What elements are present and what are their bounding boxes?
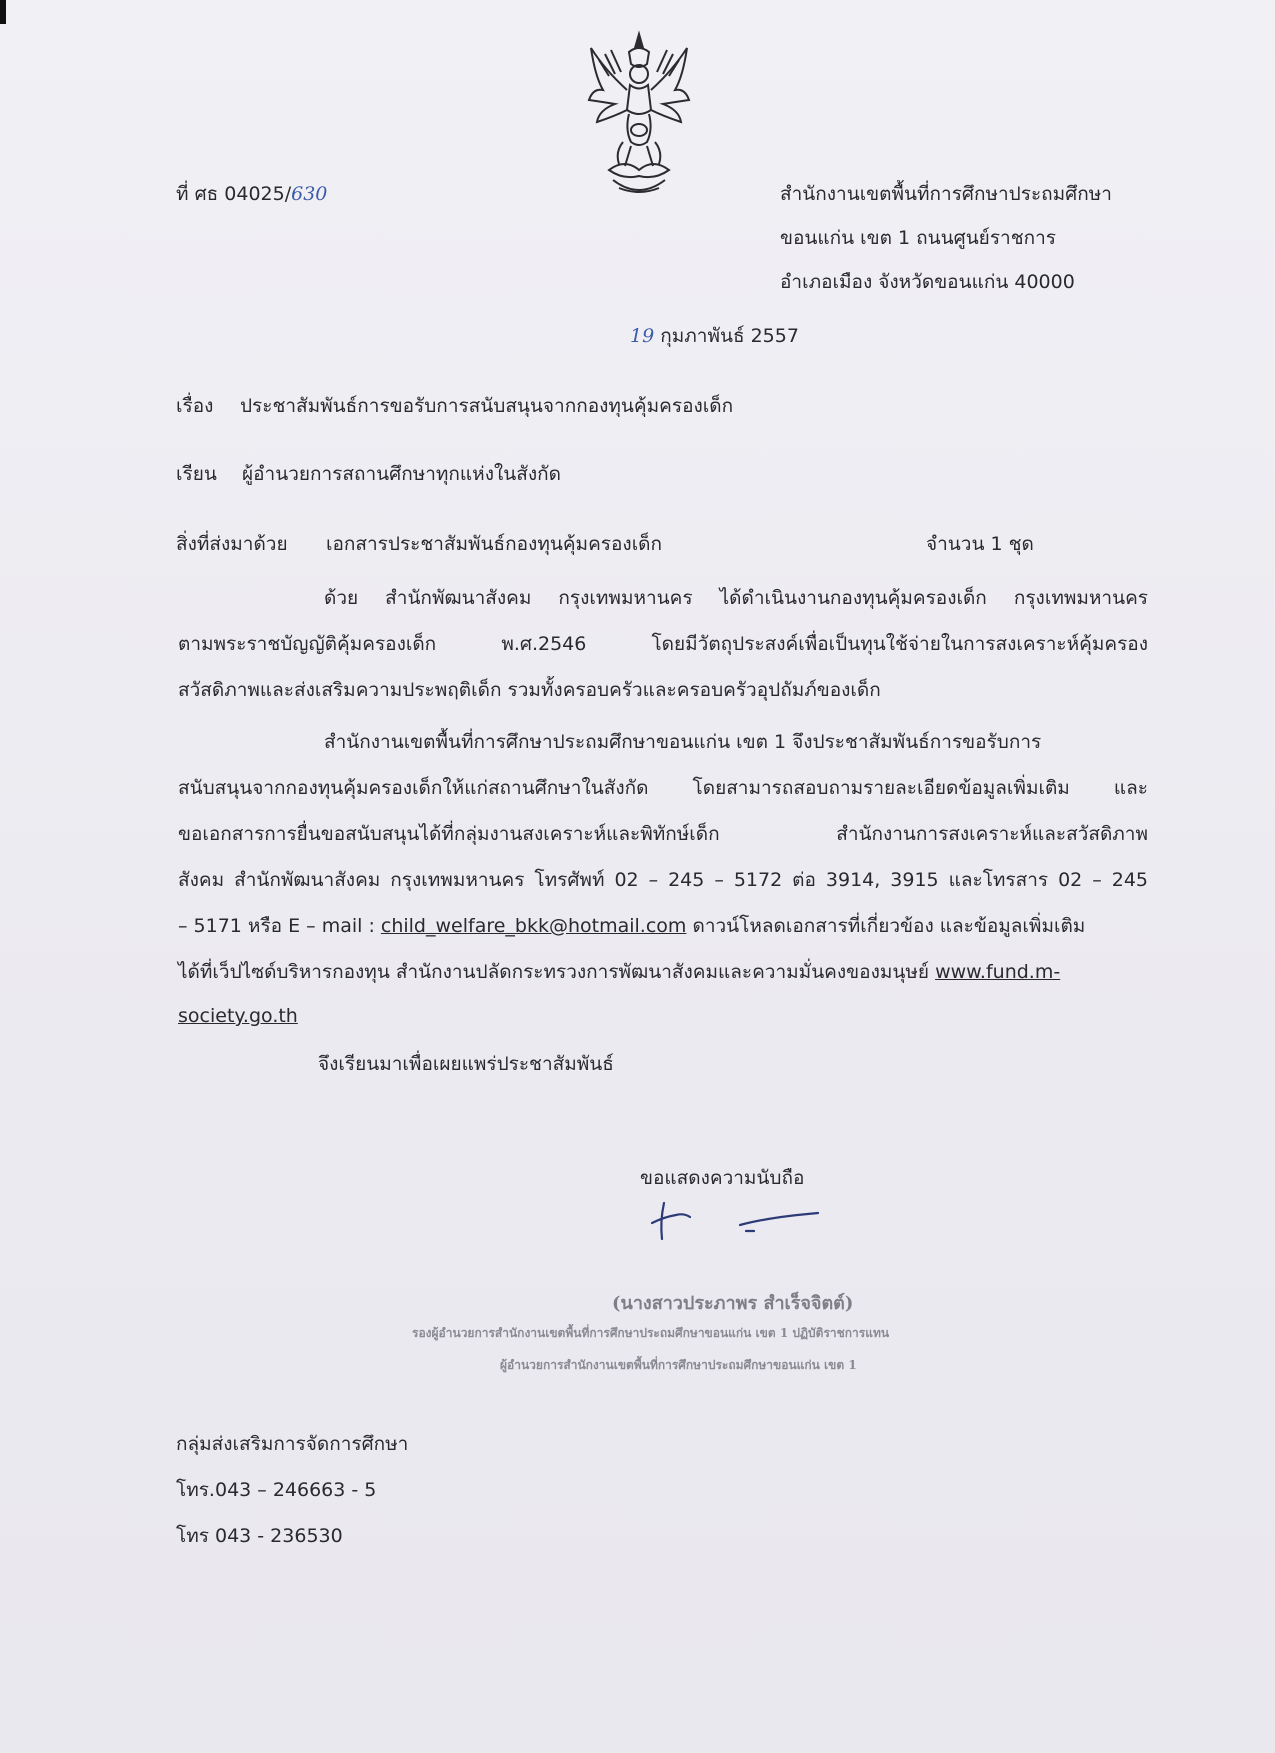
paragraph-1-line-1: ด้วย สำนักพัฒนาสังคม กรุงเทพมหานคร ได้ดำเนินงานกองทุนคุ้มครองเด็ก กรุงเทพมหานคร	[324, 587, 1148, 609]
recipient-text: ผู้อำนวยการสถานศึกษาทุกแห่งในสังกัด	[242, 463, 561, 485]
recipient-label: เรียน	[176, 463, 217, 485]
letter-date	[630, 324, 799, 348]
garuda-emblem-icon	[585, 30, 693, 200]
website-link-part-2[interactable]: society.go.th	[178, 1005, 298, 1027]
office-address-line-1: สำนักงานเขตพื้นที่การศึกษาประถมศึกษา	[780, 183, 1112, 205]
paragraph-2-line-4: สังคม สำนักพัฒนาสังคม กรุงเทพมหานคร โทรศัพท์ 02 – 245 – 5172 ต่อ 3914, 3915 และโทรสาร 02 – 245	[178, 869, 1148, 891]
paragraph-2-line-7	[178, 1004, 1148, 1028]
footer-department: กลุ่มส่งเสริมการจัดการศึกษา	[176, 1433, 409, 1455]
paragraph-2-line-3: ขอเอกสารการยื่นขอสนับสนุนได้ที่กลุ่มงานสงเคราะห์และพิทักษ์เด็ก สำนักงานการสงเคราะห์และสวัสดิภาพ	[178, 823, 1148, 845]
closing-request: จึงเรียนมาเพื่อเผยแพร่ประชาสัมพันธ์	[318, 1053, 614, 1075]
website-link-part-1[interactable]: www.fund.m-	[935, 961, 1061, 983]
enclosure-label: สิ่งที่ส่งมาด้วย	[176, 533, 288, 555]
paragraph-2-line-2: สนับสนุนจากกองทุนคุ้มครองเด็กให้แก่สถานศึกษาในสังกัด โดยสามารถสอบถามรายละเอียดข้อมูลเพิ่มเติม และ	[178, 777, 1148, 799]
subject-text: ประชาสัมพันธ์การขอรับการสนับสนุนจากกองทุนคุ้มครองเด็ก	[240, 395, 734, 417]
enclosure-text: เอกสารประชาสัมพันธ์กองทุนคุ้มครองเด็ก	[326, 533, 663, 555]
paragraph-1-line-2: ตามพระราชบัญญัติคุ้มครองเด็ก พ.ศ.2546 โดยมีวัตถุประสงค์เพื่อเป็นทุนใช้จ่ายในการสงเคราะห์คุ้มครอง	[178, 633, 1148, 655]
email-link[interactable]: child_welfare_bkk@hotmail.com	[380, 915, 687, 937]
website-prefix: ได้ที่เว็ปไซด์บริหารกองทุน สำนักงานปลัดกระทรวงการพัฒนาสังคมและความมั่นคงของมนุษย์	[178, 961, 936, 983]
office-address-line-2: ขอนแก่น เขต 1 ถนนศูนย์ราชการ	[780, 227, 1056, 249]
paragraph-2-line-1: สำนักงานเขตพื้นที่การศึกษาประถมศึกษาขอนแก่น เขต 1 จึงประชาสัมพันธ์การขอรับการ	[324, 731, 1042, 753]
paragraph-2-line-6	[178, 960, 1148, 984]
reference-number	[176, 182, 327, 206]
email-prefix: – 5171 หรือ E – mail :	[178, 915, 381, 937]
closing-salutation: ขอแสดงความนับถือ	[640, 1167, 805, 1189]
handwritten-signature	[650, 1195, 830, 1245]
reference-number-handwritten: 630	[291, 183, 328, 205]
date-month-year: กุมภาพันธ์ 2557	[654, 325, 799, 347]
email-suffix: ดาวน์โหลดเอกสารที่เกี่ยวข้อง และข้อมูลเพิ่มเติม	[686, 915, 1086, 937]
signatory-name-stamp: (นางสาวประภาพร สำเร็จจิตต์)	[612, 1293, 854, 1314]
office-address-line-3: อำเภอเมือง จังหวัดขอนแก่น 40000	[780, 271, 1075, 293]
footer-telephone-2: โทร 043 - 236530	[176, 1525, 343, 1547]
footer-telephone-1: โทร.043 – 246663 - 5	[176, 1479, 377, 1501]
subject-label: เรื่อง	[176, 395, 214, 417]
enclosure-quantity: จำนวน 1 ชุด	[926, 533, 1034, 555]
signatory-title-stamp-1: รองผู้อำนวยการสำนักงานเขตพื้นที่การศึกษาประถมศึกษาขอนแก่น เขต 1 ปฏิบัติราชการแทน	[412, 1326, 890, 1340]
scan-corner-mark	[0, 0, 6, 24]
signatory-title-stamp-2: ผู้อำนวยการสำนักงานเขตพื้นที่การศึกษาประถมศึกษาขอนแก่น เขต 1	[500, 1358, 857, 1372]
paragraph-1-line-3: สวัสดิภาพและส่งเสริมความประพฤติเด็ก รวมทั้งครอบครัวและครอบครัวอุปถัมภ์ของเด็ก	[178, 679, 881, 701]
date-day-handwritten: 19	[630, 325, 655, 347]
paragraph-2-line-5	[178, 914, 1148, 938]
reference-number-prefix: ที่ ศธ 04025/	[176, 183, 292, 205]
